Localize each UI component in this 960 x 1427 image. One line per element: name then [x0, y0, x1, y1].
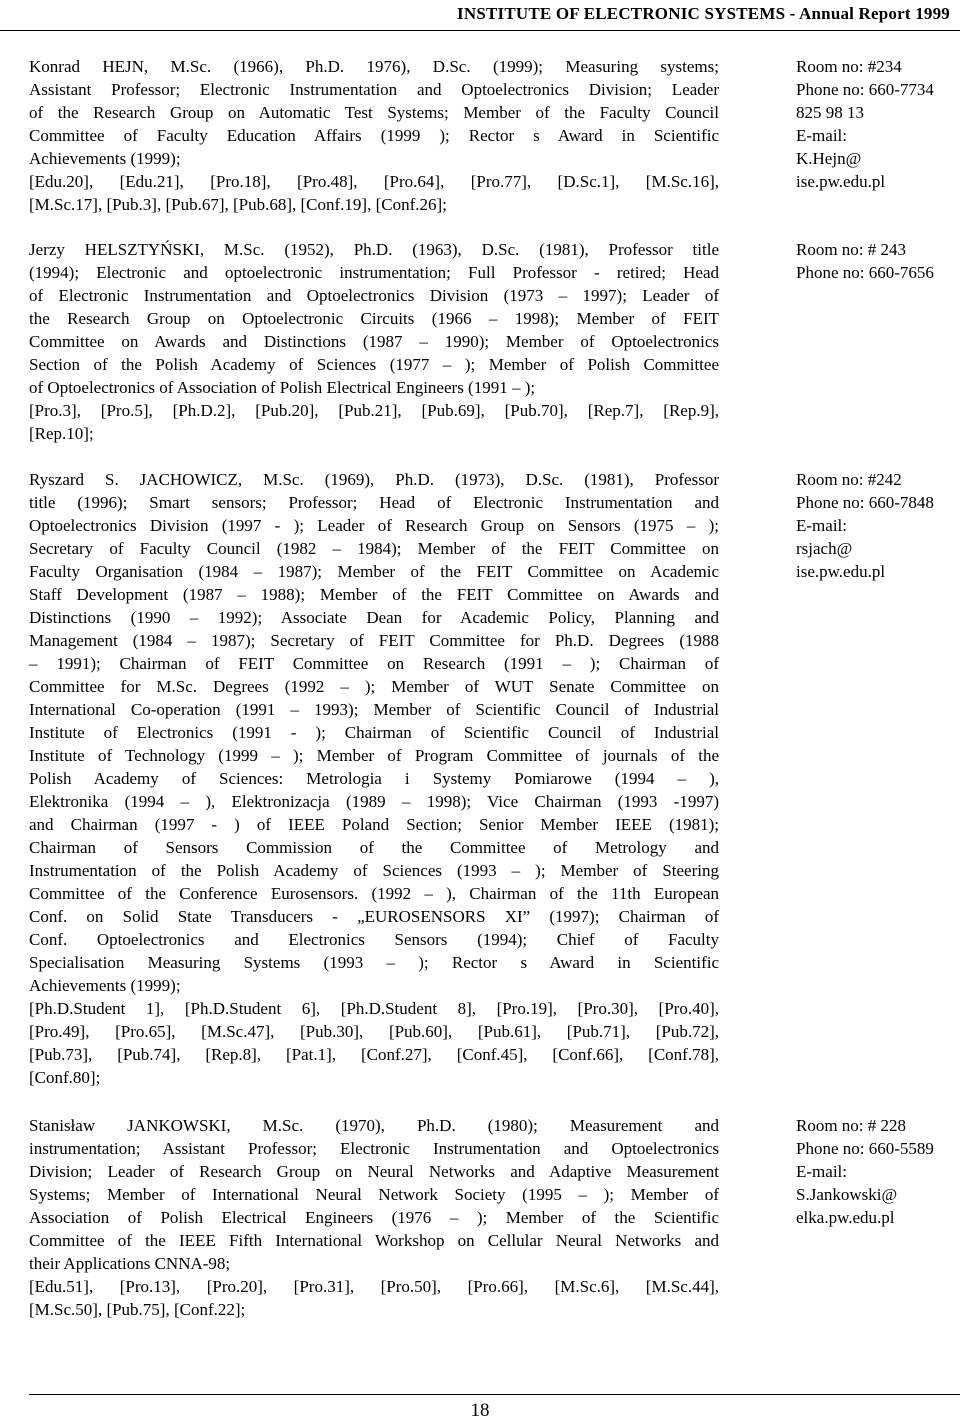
- bio-line: Jerzy HELSZTYŃSKI, M.Sc. (1952), Ph.D. (1963), D.Sc. (1981), Professor title: [29, 240, 719, 259]
- bio-line: Distinctions (1990 – 1992); Associate Dean for Academic Policy, Planning and: [29, 608, 719, 627]
- bio-line: Chairman of Sensors Commission of the Committee of Metrology and: [29, 838, 719, 857]
- bio-line: of Electronic Instrumentation and Optoelectronics Division (1973 – 1997); Leader of: [29, 286, 719, 305]
- bio-line: Institute of Electronics (1991 - ); Chairman of Scientific Council of Industrial: [29, 723, 719, 742]
- bio-line: instrumentation; Assistant Professor; Electronic Instrumentation and Optoelectronics: [29, 1139, 719, 1158]
- bio-line: Institute of Technology (1999 – ); Member of Program Committee of journals of the: [29, 746, 719, 765]
- bio-line: Conf. on Solid State Transducers - „EUROSENSORS XI” (1997); Chairman of: [29, 907, 719, 926]
- bio-line: [M.Sc.17], [Pub.3], [Pub.67], [Pub.68], [Conf.19], [Conf.26];: [29, 195, 447, 214]
- phone-number: Phone no: 660-7656: [796, 263, 934, 282]
- page-header: [0, 0, 960, 31]
- bio-line: Faculty Organisation (1984 – 1987); Member of the FEIT Committee on Academic: [29, 562, 719, 581]
- contact-info: [796, 1114, 960, 1229]
- email-domain: ise.pw.edu.pl: [796, 172, 886, 191]
- bio-line: Optoelectronics Division (1997 - ); Leader of Research Group on Sensors (1975 – );: [29, 516, 719, 535]
- bio-line: their Applications CNNA-98;: [29, 1254, 231, 1273]
- bio-line: [M.Sc.50], [Pub.75], [Conf.22];: [29, 1300, 246, 1319]
- staff-bio: [29, 1114, 719, 1321]
- contact-info: [796, 238, 960, 284]
- email-address: rsjach@: [796, 539, 853, 558]
- bio-line: Instrumentation of the Polish Academy of Sciences (1993 – ); Member of Steering: [29, 861, 719, 880]
- phone-number: Phone no: 660-7848: [796, 493, 934, 512]
- bio-line: Systems; Member of International Neural Network Society (1995 – ); Member of: [29, 1185, 719, 1204]
- bio-line: Specialisation Measuring Systems (1993 – ); Rector s Award in Scientific: [29, 953, 719, 972]
- bio-line: Committee on Awards and Distinctions (1987 – 1990); Member of Optoelectronics: [29, 332, 719, 351]
- bio-line: title (1996); Smart sensors; Professor; Head of Electronic Instrumentation and: [29, 493, 719, 512]
- email-address: S.Jankowski@: [796, 1185, 898, 1204]
- bio-line: [Pro.3], [Pro.5], [Ph.D.2], [Pub.20], [Pub.21], [Pub.69], [Pub.70], [Rep.7], [Rep.9],: [29, 401, 719, 420]
- room-number: Room no: # 228: [796, 1116, 907, 1135]
- email-address: K.Hejn@: [796, 149, 862, 168]
- email-label: E-mail:: [796, 516, 847, 535]
- bio-line: Elektronika (1994 – ), Elektronizacja (1989 – 1998); Vice Chairman (1993 -1997): [29, 792, 719, 811]
- contact-info: [796, 468, 960, 583]
- staff-bio: [29, 468, 719, 1089]
- footer-divider: [29, 1394, 960, 1395]
- bio-line: [Pub.73], [Pub.74], [Rep.8], [Pat.1], [Conf.27], [Conf.45], [Conf.66], [Conf.78],: [29, 1045, 719, 1064]
- email-label: E-mail:: [796, 126, 847, 145]
- room-number: Room no: #234: [796, 57, 902, 76]
- bio-line: Committee of the IEEE Fifth International Workshop on Cellular Neural Networks and: [29, 1231, 719, 1250]
- bio-line: [Rep.10];: [29, 424, 94, 443]
- bio-line: International Co-operation (1991 – 1993); Member of Scientific Council of Industrial: [29, 700, 719, 719]
- bio-line: Conf. Optoelectronics and Electronics Sensors (1994); Chief of Faculty: [29, 930, 719, 949]
- bio-line: Stanisław JANKOWSKI, M.Sc. (1970), Ph.D. (1980); Measurement and: [29, 1116, 719, 1135]
- bio-line: Staff Development (1987 – 1988); Member of the FEIT Committee on Awards and: [29, 585, 719, 604]
- bio-line: of Optoelectronics of Association of Polish Electrical Engineers (1991 – );: [29, 378, 536, 397]
- phone-number: Phone no: 660-7734: [796, 80, 934, 99]
- bio-line: Ryszard S. JACHOWICZ, M.Sc. (1969), Ph.D. (1973), D.Sc. (1981), Professor: [29, 470, 719, 489]
- bio-line: Achievements (1999);: [29, 149, 181, 168]
- staff-bio: [29, 55, 719, 216]
- bio-line: Assistant Professor; Electronic Instrumentation and Optoelectronics Division; Leader: [29, 80, 719, 99]
- bio-line: the Research Group on Optoelectronic Circuits (1966 – 1998); Member of FEIT: [29, 309, 719, 328]
- bio-line: Committee for M.Sc. Degrees (1992 – ); Member of WUT Senate Committee on: [29, 677, 719, 696]
- bio-line: Secretary of Faculty Council (1982 – 1984); Member of the FEIT Committee on: [29, 539, 719, 558]
- bio-line: [Ph.D.Student 1], [Ph.D.Student 6], [Ph.D.Student 8], [Pro.19], [Pro.30], [Pro.40],: [29, 999, 719, 1018]
- room-number: Room no: # 243: [796, 240, 907, 259]
- bio-line: of the Research Group on Automatic Test Systems; Member of the Faculty Council: [29, 103, 719, 122]
- email-label: E-mail:: [796, 1162, 847, 1181]
- staff-bio: [29, 238, 719, 445]
- bio-line: and Chairman (1997 - ) of IEEE Poland Section; Senior Member IEEE (1981);: [29, 815, 719, 834]
- bio-line: Committee of the Conference Eurosensors. (1992 – ), Chairman of the 11th European: [29, 884, 719, 903]
- bio-line: – 1991); Chairman of FEIT Committee on Research (1991 – ); Chairman of: [29, 654, 719, 673]
- email-domain: elka.pw.edu.pl: [796, 1208, 895, 1227]
- report-title: INSTITUTE OF ELECTRONIC SYSTEMS - Annual Report 1999: [457, 4, 950, 23]
- email-domain: ise.pw.edu.pl: [796, 562, 886, 581]
- bio-line: [Conf.80];: [29, 1068, 101, 1087]
- page-number: 18: [470, 1400, 490, 1421]
- bio-line: Management (1984 – 1987); Secretary of FEIT Committee for Ph.D. Degrees (1988: [29, 631, 719, 650]
- contact-info: [796, 55, 960, 193]
- bio-line: Achievements (1999);: [29, 976, 181, 995]
- bio-line: [Edu.51], [Pro.13], [Pro.20], [Pro.31], [Pro.50], [Pro.66], [M.Sc.6], [M.Sc.44],: [29, 1277, 719, 1296]
- bio-line: Association of Polish Electrical Engineers (1976 – ); Member of the Scientific: [29, 1208, 719, 1227]
- bio-line: Committee of Faculty Education Affairs (1999 ); Rector s Award in Scientific: [29, 126, 719, 145]
- bio-line: (1994); Electronic and optoelectronic instrumentation; Full Professor - retired; Head: [29, 263, 719, 282]
- bio-line: [Edu.20], [Edu.21], [Pro.18], [Pro.48], [Pro.64], [Pro.77], [D.Sc.1], [M.Sc.16],: [29, 172, 719, 191]
- bio-line: Section of the Polish Academy of Sciences (1977 – ); Member of Polish Committee: [29, 355, 719, 374]
- phone-number: Phone no: 660-5589: [796, 1139, 934, 1158]
- room-number: Room no: #242: [796, 470, 902, 489]
- bio-line: Division; Leader of Research Group on Neural Networks and Adaptive Measurement: [29, 1162, 719, 1181]
- bio-line: Polish Academy of Sciences: Metrologia i Systemy Pomiarowe (1994 – ),: [29, 769, 719, 788]
- fax-number: 825 98 13: [796, 103, 864, 122]
- bio-line: Konrad HEJN, M.Sc. (1966), Ph.D. 1976), D.Sc. (1999); Measuring systems;: [29, 57, 719, 76]
- bio-line: [Pro.49], [Pro.65], [M.Sc.47], [Pub.30], [Pub.60], [Pub.61], [Pub.71], [Pub.72],: [29, 1022, 719, 1041]
